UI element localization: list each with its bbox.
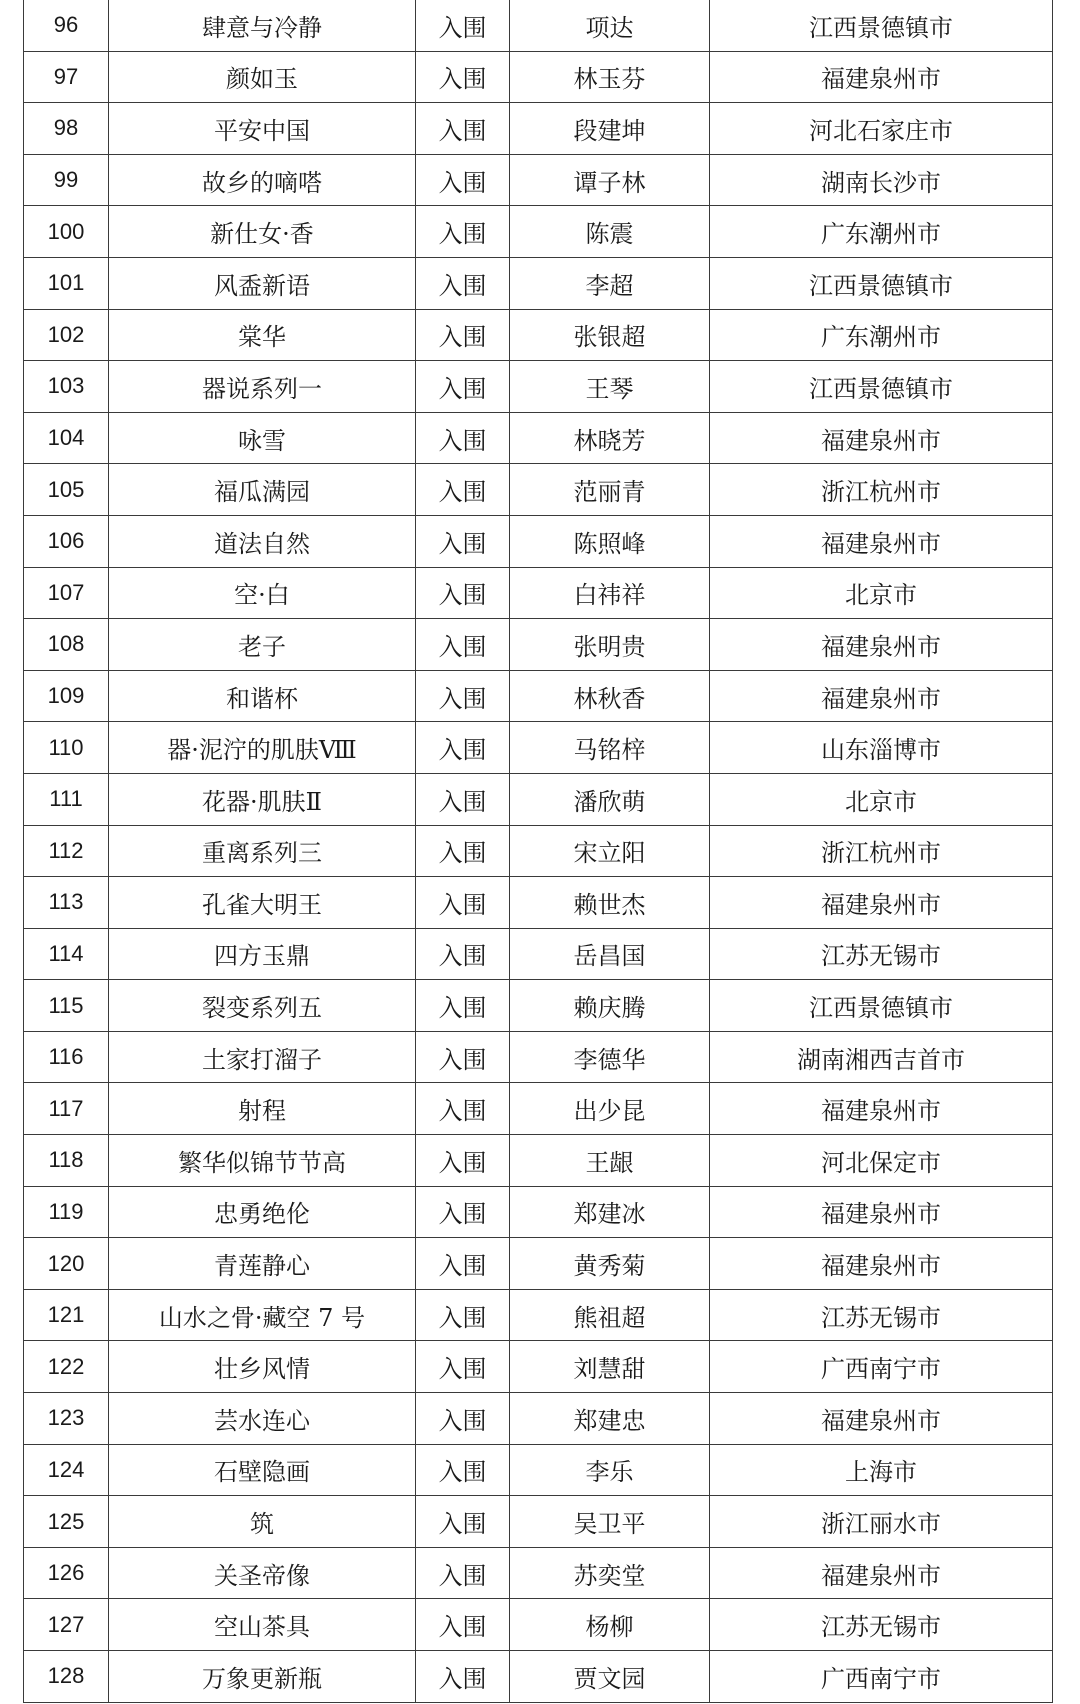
author-cell: 林玉芬 — [510, 51, 710, 103]
status-cell: 入围 — [416, 1135, 510, 1187]
work-title-cell: 道法自然 — [109, 515, 416, 567]
work-title-cell: 新仕女·香 — [109, 206, 416, 258]
author-cell: 郑建忠 — [510, 1393, 710, 1445]
entry-number-cell: 124 — [24, 1444, 109, 1496]
region-cell: 江苏无锡市 — [710, 928, 1053, 980]
status-cell: 入围 — [416, 722, 510, 774]
entry-number-cell: 120 — [24, 1238, 109, 1290]
entry-number-cell: 119 — [24, 1186, 109, 1238]
work-title-cell: 老子 — [109, 619, 416, 671]
work-title-cell: 万象更新瓶 — [109, 1651, 416, 1703]
author-cell: 刘慧甜 — [510, 1341, 710, 1393]
work-title-cell: 青莲静心 — [109, 1238, 416, 1290]
work-title-cell: 平安中国 — [109, 103, 416, 155]
region-cell: 福建泉州市 — [710, 515, 1053, 567]
entry-number-cell: 105 — [24, 464, 109, 516]
status-cell: 入围 — [416, 1083, 510, 1135]
entry-number-cell: 115 — [24, 980, 109, 1032]
author-cell: 林晓芳 — [510, 412, 710, 464]
entry-number-cell: 128 — [24, 1651, 109, 1703]
table-row — [24, 1444, 1053, 1496]
entry-number-cell: 97 — [24, 51, 109, 103]
author-cell: 段建坤 — [510, 103, 710, 155]
table-row — [24, 103, 1053, 155]
table-row — [24, 877, 1053, 929]
entry-number-cell: 104 — [24, 412, 109, 464]
entry-number-cell: 123 — [24, 1393, 109, 1445]
status-cell: 入围 — [416, 257, 510, 309]
table-row — [24, 567, 1053, 619]
table-row — [24, 154, 1053, 206]
table-row — [24, 1393, 1053, 1445]
region-cell: 福建泉州市 — [710, 670, 1053, 722]
author-cell: 潘欣萌 — [510, 773, 710, 825]
work-title-cell: 肆意与冷静 — [109, 0, 416, 51]
status-cell: 入围 — [416, 1496, 510, 1548]
status-cell: 入围 — [416, 1341, 510, 1393]
table-row — [24, 51, 1053, 103]
table-row — [24, 928, 1053, 980]
table-body — [24, 0, 1053, 1702]
status-cell: 入围 — [416, 154, 510, 206]
region-cell: 上海市 — [710, 1444, 1053, 1496]
status-cell: 入围 — [416, 0, 510, 51]
work-title-cell: 空·白 — [109, 567, 416, 619]
work-title-cell: 四方玉鼎 — [109, 928, 416, 980]
region-cell: 福建泉州市 — [710, 412, 1053, 464]
entry-number-cell: 121 — [24, 1289, 109, 1341]
author-cell: 李德华 — [510, 1031, 710, 1083]
entry-number-cell: 112 — [24, 825, 109, 877]
table-row — [24, 361, 1053, 413]
entry-number-cell: 117 — [24, 1083, 109, 1135]
work-title-cell: 壮乡风情 — [109, 1341, 416, 1393]
entry-number-cell: 108 — [24, 619, 109, 671]
region-cell: 福建泉州市 — [710, 877, 1053, 929]
author-cell: 出少昆 — [510, 1083, 710, 1135]
table-row — [24, 1186, 1053, 1238]
region-cell: 福建泉州市 — [710, 1393, 1053, 1445]
work-title-cell: 孔雀大明王 — [109, 877, 416, 929]
status-cell: 入围 — [416, 928, 510, 980]
table-row — [24, 309, 1053, 361]
entry-number-cell: 109 — [24, 670, 109, 722]
status-cell: 入围 — [416, 361, 510, 413]
work-title-cell: 裂变系列五 — [109, 980, 416, 1032]
entry-number-cell: 99 — [24, 154, 109, 206]
table-row — [24, 464, 1053, 516]
table-row — [24, 1083, 1053, 1135]
region-cell: 江西景德镇市 — [710, 257, 1053, 309]
status-cell: 入围 — [416, 1031, 510, 1083]
region-cell: 山东淄博市 — [710, 722, 1053, 774]
author-cell: 赖世杰 — [510, 877, 710, 929]
author-cell: 陈震 — [510, 206, 710, 258]
entry-number-cell: 103 — [24, 361, 109, 413]
entry-number-cell: 102 — [24, 309, 109, 361]
status-cell: 入围 — [416, 412, 510, 464]
table-row — [24, 722, 1053, 774]
work-title-cell: 颜如玉 — [109, 51, 416, 103]
work-title-cell: 和谐杯 — [109, 670, 416, 722]
region-cell: 湖南湘西吉首市 — [710, 1031, 1053, 1083]
entry-number-cell: 110 — [24, 722, 109, 774]
work-title-cell: 关圣帝像 — [109, 1547, 416, 1599]
status-cell: 入围 — [416, 1393, 510, 1445]
author-cell: 黄秀菊 — [510, 1238, 710, 1290]
author-cell: 王琴 — [510, 361, 710, 413]
author-cell: 李乐 — [510, 1444, 710, 1496]
author-cell: 郑建冰 — [510, 1186, 710, 1238]
entry-number-cell: 118 — [24, 1135, 109, 1187]
entry-number-cell: 116 — [24, 1031, 109, 1083]
work-title-cell: 山水之骨·藏空 7 号 — [109, 1289, 416, 1341]
work-title-cell: 忠勇绝伦 — [109, 1186, 416, 1238]
author-cell: 贾文园 — [510, 1651, 710, 1703]
entry-number-cell: 114 — [24, 928, 109, 980]
author-cell: 苏奕堂 — [510, 1547, 710, 1599]
entry-number-cell: 106 — [24, 515, 109, 567]
entry-number-cell: 127 — [24, 1599, 109, 1651]
status-cell: 入围 — [416, 1238, 510, 1290]
region-cell: 北京市 — [710, 567, 1053, 619]
table-row — [24, 1651, 1053, 1703]
table-row — [24, 1031, 1053, 1083]
status-cell: 入围 — [416, 1599, 510, 1651]
author-cell: 马铭梓 — [510, 722, 710, 774]
region-cell: 广西南宁市 — [710, 1651, 1053, 1703]
entry-number-cell: 125 — [24, 1496, 109, 1548]
table-row — [24, 1289, 1053, 1341]
work-title-cell: 土家打溜子 — [109, 1031, 416, 1083]
work-title-cell: 风盉新语 — [109, 257, 416, 309]
region-cell: 广东潮州市 — [710, 309, 1053, 361]
region-cell: 福建泉州市 — [710, 619, 1053, 671]
table-row — [24, 206, 1053, 258]
region-cell: 河北保定市 — [710, 1135, 1053, 1187]
author-cell: 宋立阳 — [510, 825, 710, 877]
author-cell: 张明贵 — [510, 619, 710, 671]
author-cell: 陈照峰 — [510, 515, 710, 567]
table-row — [24, 619, 1053, 671]
author-cell: 项达 — [510, 0, 710, 51]
region-cell: 广西南宁市 — [710, 1341, 1053, 1393]
region-cell: 浙江杭州市 — [710, 825, 1053, 877]
work-title-cell: 芸水连心 — [109, 1393, 416, 1445]
work-title-cell: 繁华似锦节节高 — [109, 1135, 416, 1187]
table-row — [24, 825, 1053, 877]
author-cell: 张银超 — [510, 309, 710, 361]
table-row — [24, 1599, 1053, 1651]
status-cell: 入围 — [416, 51, 510, 103]
status-cell: 入围 — [416, 619, 510, 671]
work-title-cell: 筑 — [109, 1496, 416, 1548]
entry-number-cell: 122 — [24, 1341, 109, 1393]
table-row — [24, 0, 1053, 51]
work-title-cell: 故乡的嘀嗒 — [109, 154, 416, 206]
work-title-cell: 空山茶具 — [109, 1599, 416, 1651]
status-cell: 入围 — [416, 515, 510, 567]
region-cell: 广东潮州市 — [710, 206, 1053, 258]
status-cell: 入围 — [416, 773, 510, 825]
status-cell: 入围 — [416, 1186, 510, 1238]
region-cell: 福建泉州市 — [710, 1238, 1053, 1290]
region-cell: 江苏无锡市 — [710, 1599, 1053, 1651]
status-cell: 入围 — [416, 670, 510, 722]
region-cell: 江苏无锡市 — [710, 1289, 1053, 1341]
author-cell: 杨柳 — [510, 1599, 710, 1651]
status-cell: 入围 — [416, 103, 510, 155]
status-cell: 入围 — [416, 1289, 510, 1341]
table-row — [24, 1547, 1053, 1599]
results-table-container — [23, 0, 1052, 1703]
status-cell: 入围 — [416, 567, 510, 619]
status-cell: 入围 — [416, 464, 510, 516]
status-cell: 入围 — [416, 206, 510, 258]
entry-number-cell: 98 — [24, 103, 109, 155]
region-cell: 福建泉州市 — [710, 1083, 1053, 1135]
work-title-cell: 咏雪 — [109, 412, 416, 464]
status-cell: 入围 — [416, 309, 510, 361]
work-title-cell: 器·泥泞的肌肤Ⅷ — [109, 722, 416, 774]
author-cell: 白祎祥 — [510, 567, 710, 619]
work-title-cell: 棠华 — [109, 309, 416, 361]
work-title-cell: 石壁隐画 — [109, 1444, 416, 1496]
author-cell: 谭子林 — [510, 154, 710, 206]
results-table — [23, 0, 1053, 1703]
table-row — [24, 1496, 1053, 1548]
status-cell: 入围 — [416, 825, 510, 877]
table-row — [24, 515, 1053, 567]
region-cell: 江西景德镇市 — [710, 980, 1053, 1032]
status-cell: 入围 — [416, 1444, 510, 1496]
author-cell: 熊祖超 — [510, 1289, 710, 1341]
table-row — [24, 670, 1053, 722]
table-row — [24, 412, 1053, 464]
entry-number-cell: 100 — [24, 206, 109, 258]
status-cell: 入围 — [416, 1547, 510, 1599]
status-cell: 入围 — [416, 980, 510, 1032]
work-title-cell: 器说系列一 — [109, 361, 416, 413]
region-cell: 北京市 — [710, 773, 1053, 825]
author-cell: 岳昌国 — [510, 928, 710, 980]
status-cell: 入围 — [416, 877, 510, 929]
table-row — [24, 773, 1053, 825]
table-row — [24, 980, 1053, 1032]
region-cell: 福建泉州市 — [710, 1186, 1053, 1238]
region-cell: 江西景德镇市 — [710, 361, 1053, 413]
work-title-cell: 福瓜满园 — [109, 464, 416, 516]
table-row — [24, 1238, 1053, 1290]
author-cell: 李超 — [510, 257, 710, 309]
region-cell: 浙江杭州市 — [710, 464, 1053, 516]
table-row — [24, 1135, 1053, 1187]
region-cell: 河北石家庄市 — [710, 103, 1053, 155]
author-cell: 范丽青 — [510, 464, 710, 516]
work-title-cell: 花器·肌肤Ⅱ — [109, 773, 416, 825]
status-cell: 入围 — [416, 1651, 510, 1703]
author-cell: 赖庆腾 — [510, 980, 710, 1032]
entry-number-cell: 111 — [24, 773, 109, 825]
region-cell: 浙江丽水市 — [710, 1496, 1053, 1548]
region-cell: 福建泉州市 — [710, 51, 1053, 103]
work-title-cell: 射程 — [109, 1083, 416, 1135]
entry-number-cell: 126 — [24, 1547, 109, 1599]
author-cell: 林秋香 — [510, 670, 710, 722]
table-row — [24, 257, 1053, 309]
entry-number-cell: 107 — [24, 567, 109, 619]
entry-number-cell: 113 — [24, 877, 109, 929]
region-cell: 江西景德镇市 — [710, 0, 1053, 51]
author-cell: 王龈 — [510, 1135, 710, 1187]
author-cell: 吴卫平 — [510, 1496, 710, 1548]
table-row — [24, 1341, 1053, 1393]
entry-number-cell: 101 — [24, 257, 109, 309]
entry-number-cell: 96 — [24, 0, 109, 51]
region-cell: 福建泉州市 — [710, 1547, 1053, 1599]
region-cell: 湖南长沙市 — [710, 154, 1053, 206]
work-title-cell: 重离系列三 — [109, 825, 416, 877]
